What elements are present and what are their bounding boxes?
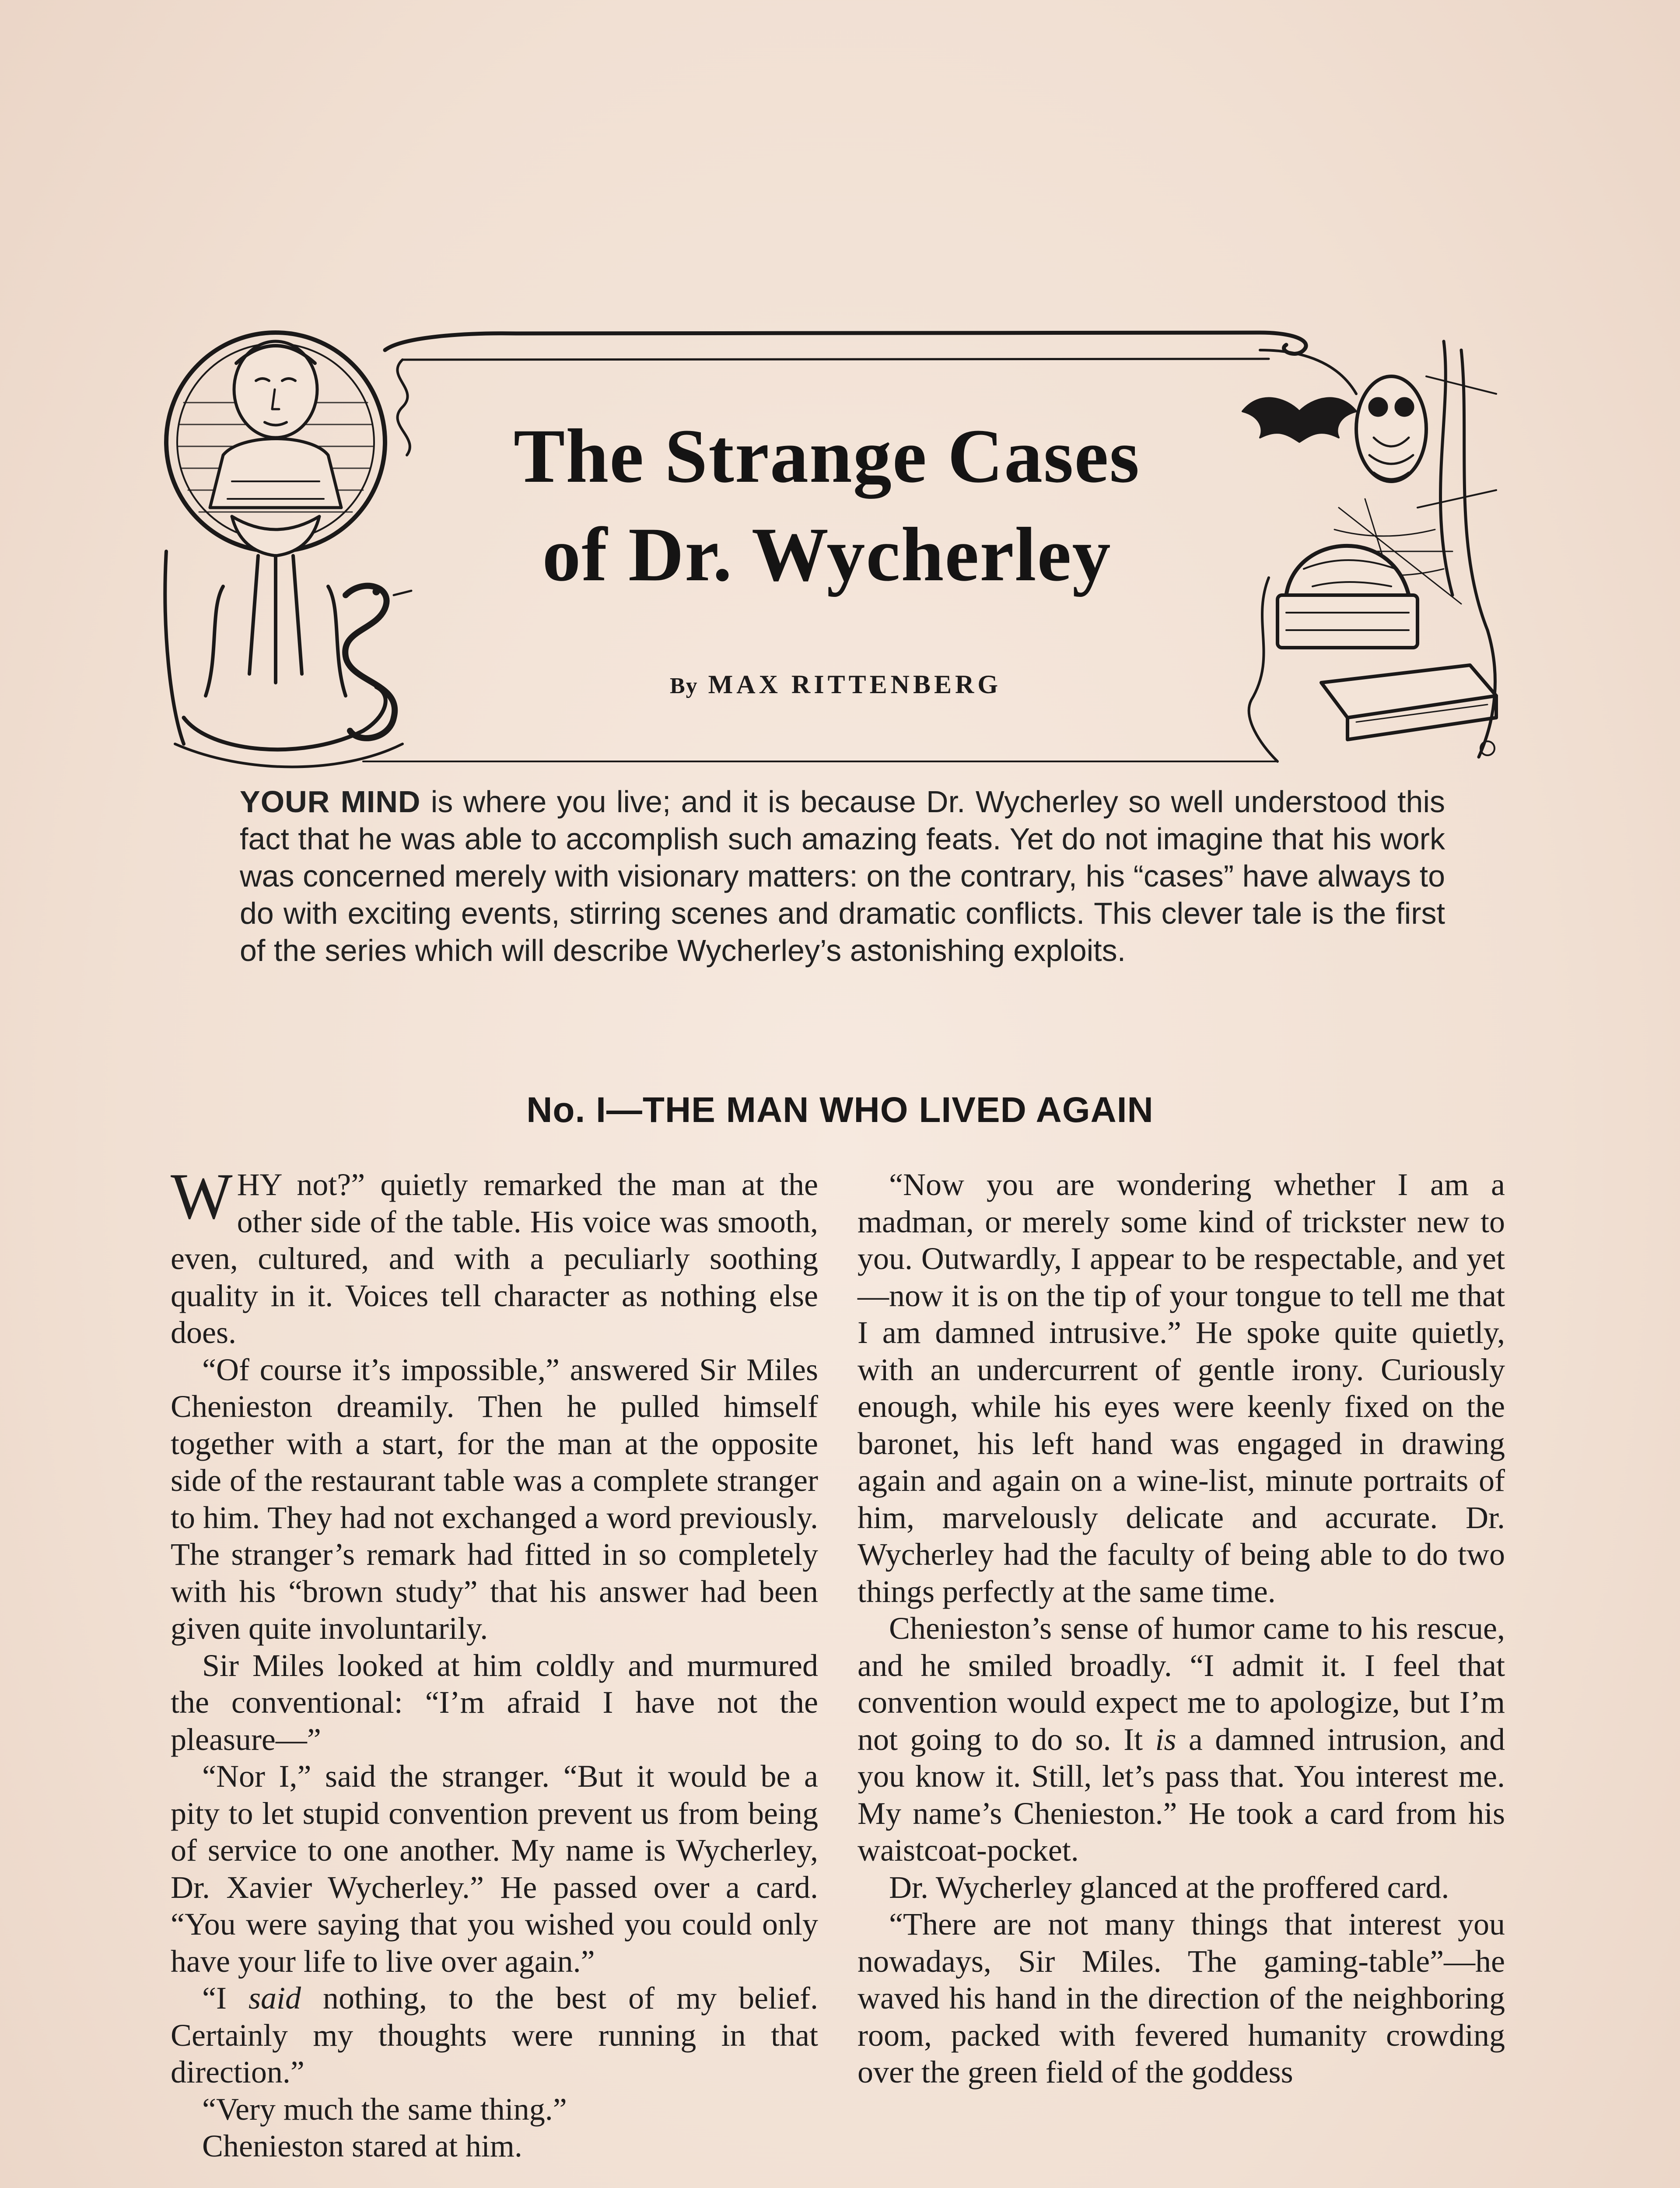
byline-prefix: By: [669, 673, 698, 698]
paragraph-text: Chenieston’s sense of humor came to his rescue, and he smiled broadly. “I admit it. I feel that convention would expect me to apologize, but I’m not going to do so. It: [858, 1611, 1505, 1757]
intro-text: is where you live; and it is because Dr. Wycherley so well understood this fact that he was able to accomplish such amazing feats. Yet do not imagine that his work was concerned merely with visionary matters: on the contrary, his “cases” have always to do with exciting events, stirring scenes and dramatic conflicts. This clever tale is the first of the series which will describe Wycherley’s astonishing exploits.: [240, 785, 1445, 968]
intro-blurb: [240, 783, 1445, 969]
paragraph-text: HY not?” quietly remarked the man at the other side of the table. His voice was smooth, even, cultured, and with a peculiarly soothing quality in it. Voices tell character as nothing else does.: [171, 1167, 818, 1350]
drop-cap: W: [171, 1160, 233, 1233]
text-column-right: [858, 1166, 1505, 2091]
byline-author: MAX RITTENBERG: [708, 670, 1002, 699]
paragraph-text: “I: [202, 1981, 248, 2016]
paragraph-text: a damned intrusion, and you know it. Still, let’s pass that. You interest me. My name’s Chenieston.” He took a card from his waistcoat-pocket.: [858, 1722, 1505, 1868]
story-header: [158, 324, 1505, 779]
paragraph-text: nothing, to the best of my belief. Certainly my thoughts were running in that direction.”: [171, 1981, 818, 2090]
text-column-left: [171, 1160, 818, 2165]
paragraph: “Nor I,” said the stranger. “But it would be a pity to let stupid convention prevent us from being of service to one another. My name is Wycherley, Dr. Xavier Wycherley.” He passed over a card. “You were saying that you wished you could only have your life to live over again.”: [171, 1759, 818, 1979]
intro-lead: YOUR MIND: [240, 785, 421, 819]
emphasis: said: [248, 1981, 301, 2016]
byline: [464, 670, 1208, 700]
paragraph: “Now you are wondering whether I am a madman, or merely some kind of trickster new to you. Outwardly, I appear to be respectable, and yet—now it is on the tip of your tongue to tell me that I am damned intrusive.” He spoke quite quietly, with an undercurrent of gentle irony. Curiously enough, while his eyes were keenly fixed on the baronet, his left hand was engaged in drawing again and again on a wine-list, minute portraits of him, marvelously delicate and accurate. Dr. Wycherley had the faculty of being able to do two things perfectly at the same time.: [858, 1167, 1505, 1609]
paragraph: “There are not many things that interest you nowadays, Sir Miles. The gaming-table”—he waved his hand in the direction of the neighboring room, packed with fevered humanity crowding over the green field of the goddess: [858, 1907, 1505, 2090]
story-title-line-2: of Dr. Wycherley: [542, 512, 1112, 597]
story-title-line-1: The Strange Cases: [513, 414, 1141, 499]
paragraph: Sir Miles looked at him coldly and murmured the conventional: “I’m afraid I have not the pleasure—”: [171, 1648, 818, 1757]
emphasis: is: [1155, 1722, 1176, 1757]
paragraph: Dr. Wycherley glanced at the proffered card.: [889, 1869, 1449, 1905]
paragraph: [858, 1610, 1505, 1869]
paragraph: “Very much the same thing.”: [202, 2091, 567, 2127]
paragraph: [171, 1980, 818, 2091]
paragraph: Chenieston stared at him.: [202, 2128, 522, 2163]
chapter-subtitle: No. I—THE MAN WHO LIVED AGAIN: [526, 1090, 1154, 1130]
paragraph: [171, 1160, 818, 1351]
paragraph: “Of course it’s impossible,” answered Sir Miles Chenieston dreamily. Then he pulled himself together with a start, for the man at the opposite side of the restaurant table was a complete stranger to him. They had not exchanged a word previously. The stranger’s remark had fitted in so completely with his “brown study” that his answer had been given quite involuntarily.: [171, 1352, 818, 1646]
